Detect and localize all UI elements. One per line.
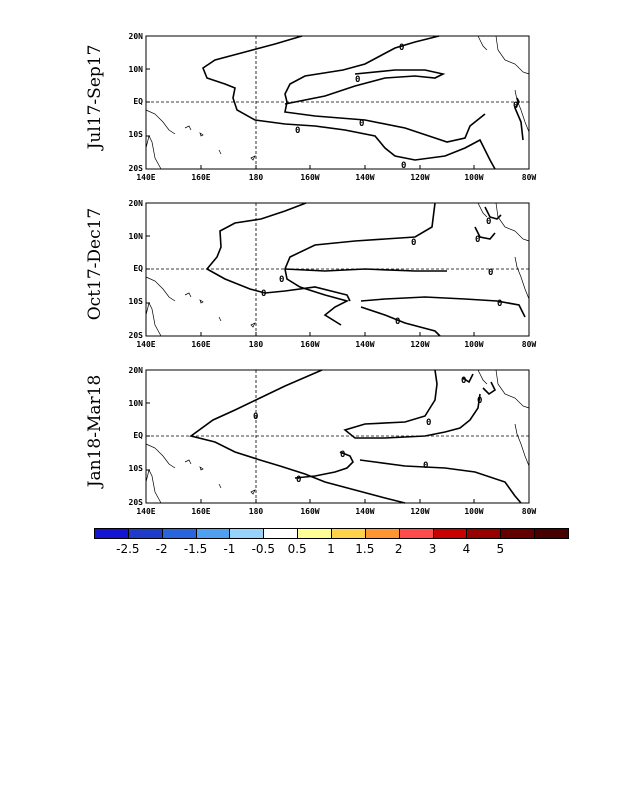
- lon-label-100w: 100W: [464, 507, 484, 516]
- lat-label-10s: 10S: [128, 297, 143, 306]
- contour-zero-label: 0: [488, 268, 494, 278]
- coastlines: [146, 203, 529, 336]
- lon-label-140w: 140W: [355, 507, 375, 516]
- contour-zero-label: 0: [486, 217, 492, 227]
- contour-zero-label: 0: [340, 450, 346, 460]
- panel-title: Oct17-Dec17: [85, 207, 105, 321]
- lat-label-20n: 20N: [128, 199, 143, 208]
- colorbar-swatch: [534, 528, 569, 539]
- map-plot-2: [85, 197, 545, 347]
- lon-label-160e: 160E: [191, 507, 211, 516]
- colorbar-swatch: [297, 528, 332, 539]
- contour-zero-label: 0: [497, 299, 503, 309]
- lat-label-10s: 10S: [128, 464, 143, 473]
- lon-label-80w: 80W: [521, 340, 537, 349]
- lon-label-180: 180: [248, 340, 264, 349]
- contour-zero-label: 0: [296, 475, 302, 485]
- zero-contours: [203, 36, 523, 169]
- lat-label-10n: 10N: [128, 399, 143, 408]
- lat-label-20n: 20N: [128, 366, 143, 375]
- lon-label-120w: 120W: [410, 340, 430, 349]
- colorbar-swatch: [433, 528, 468, 539]
- map-frame: [146, 36, 529, 169]
- coastlines: [146, 370, 529, 503]
- lon-label-160w: 160W: [300, 507, 320, 516]
- colorbar-swatch: [229, 528, 264, 539]
- colorbar-label: 3: [428, 542, 437, 556]
- lon-label-80w: 80W: [521, 173, 537, 182]
- contour-zero-label: 0: [359, 119, 365, 129]
- lat-label-20s: 20S: [128, 498, 143, 507]
- colorbar-label: 1.5: [355, 542, 375, 556]
- lon-label-160e: 160E: [191, 173, 211, 182]
- lat-label-10n: 10N: [128, 65, 143, 74]
- map-panel-2: [85, 197, 545, 347]
- colorbar-label: -1.5: [183, 542, 208, 556]
- contour-zero-label: 0: [253, 412, 259, 422]
- lon-label-100w: 100W: [464, 340, 484, 349]
- contour-zero-label: 0: [261, 289, 267, 299]
- contour-zero-label: 0: [477, 396, 483, 406]
- lon-label-160w: 160W: [300, 173, 320, 182]
- contour-zero-label: 0: [295, 126, 301, 136]
- map-panel-1: [85, 30, 545, 180]
- lon-label-180: 180: [248, 507, 264, 516]
- lat-label-eq: EQ: [133, 97, 143, 106]
- colorbar-label: 1: [327, 542, 335, 556]
- colorbar-label: 0.5: [287, 542, 307, 556]
- colorbar-label: -2.5: [116, 542, 140, 556]
- zero-contours: [207, 203, 525, 336]
- colorbar-label: 2: [394, 542, 403, 556]
- lon-label-140w: 140W: [355, 340, 375, 349]
- colorbar-swatch: [196, 528, 231, 539]
- lon-label-120w: 120W: [410, 507, 430, 516]
- map-panel-3: [85, 364, 545, 514]
- contour-zero-label: 0: [513, 101, 519, 111]
- map-frame: [146, 203, 529, 336]
- colorbar-swatch: [500, 528, 535, 539]
- lat-label-20n: 20N: [128, 32, 143, 41]
- lat-label-20s: 20S: [128, 164, 143, 173]
- contour-zero-label: 0: [355, 75, 361, 85]
- tick-marks: [146, 36, 474, 169]
- colorbar-swatch: [365, 528, 400, 539]
- contour-zero-label: 0: [399, 43, 405, 53]
- lon-label-140e: 140E: [136, 507, 156, 516]
- lat-label-10s: 10S: [128, 130, 143, 139]
- contour-zero-label: 0: [475, 235, 481, 245]
- colorbar-label: 4: [462, 542, 471, 556]
- colorbar-swatch: [94, 528, 129, 539]
- lon-label-180: 180: [248, 173, 264, 182]
- lat-label-10n: 10N: [128, 232, 143, 241]
- colorbar-swatch: [162, 528, 197, 539]
- colorbar-label: -2: [155, 542, 168, 556]
- colorbar-label: -1: [223, 542, 236, 556]
- lat-label-eq: EQ: [133, 431, 143, 440]
- lon-label-140e: 140E: [136, 173, 156, 182]
- contour-zero-label: 0: [395, 317, 401, 327]
- colorbar-swatch: [263, 528, 298, 539]
- lon-label-160e: 160E: [191, 340, 211, 349]
- lon-label-80w: 80W: [521, 507, 537, 516]
- panel-title: Jul17-Sep17: [85, 44, 105, 150]
- zero-contours: [191, 370, 521, 503]
- colorbar: [94, 528, 568, 558]
- lon-label-140w: 140W: [355, 173, 375, 182]
- colorbar-swatch: [128, 528, 163, 539]
- panel-title: Jan18-Mar18: [85, 374, 105, 488]
- contour-zero-label: 0: [279, 275, 285, 285]
- lat-label-eq: EQ: [133, 264, 143, 273]
- contour-zero-label: 0: [411, 238, 417, 248]
- map-frame: [146, 370, 529, 503]
- colorbar-swatch: [399, 528, 434, 539]
- lon-label-140e: 140E: [136, 340, 156, 349]
- contour-zero-label: 0: [401, 161, 407, 171]
- contour-zero-label: 0: [426, 418, 432, 428]
- colorbar-swatch: [331, 528, 366, 539]
- lon-label-100w: 100W: [464, 173, 484, 182]
- lon-label-160w: 160W: [300, 340, 320, 349]
- colorbar-swatch: [466, 528, 501, 539]
- lon-label-120w: 120W: [410, 173, 430, 182]
- contour-zero-label: 0: [423, 461, 429, 471]
- colorbar-label: 5: [496, 542, 505, 556]
- lat-label-20s: 20S: [128, 331, 143, 340]
- coastlines: [146, 36, 529, 169]
- map-plot-3: [85, 364, 545, 514]
- contour-zero-label: 0: [461, 376, 467, 386]
- map-plot-1: [85, 30, 545, 180]
- colorbar-label: -0.5: [251, 542, 275, 556]
